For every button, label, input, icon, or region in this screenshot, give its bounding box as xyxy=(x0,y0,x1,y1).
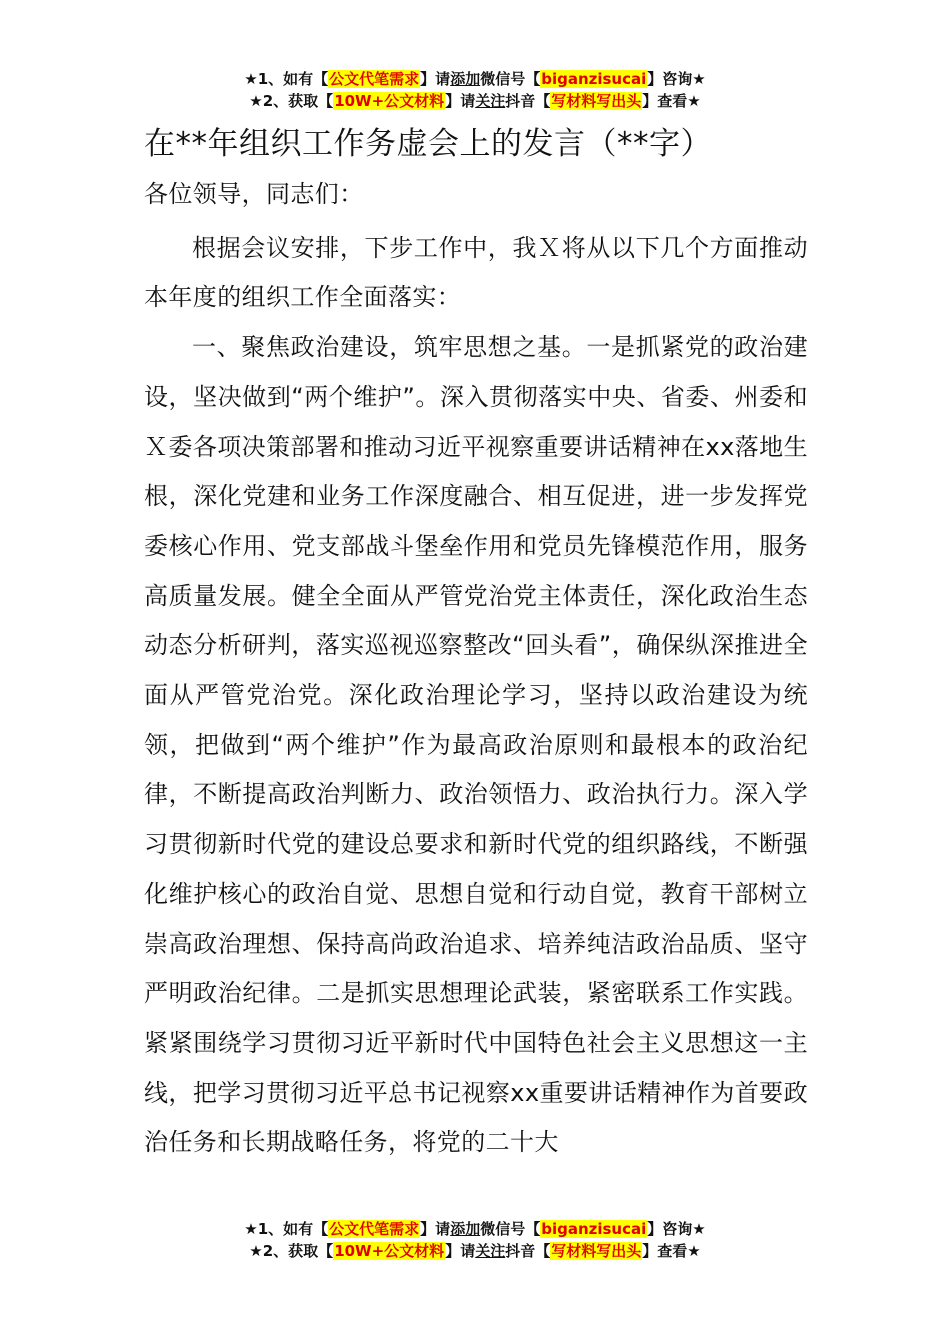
banner-text: 关注 xyxy=(475,92,506,110)
banner-line-2 xyxy=(0,90,950,112)
banner-text: 抖音【 xyxy=(505,1242,551,1260)
banner-text: 】请 xyxy=(445,92,476,110)
banner-text: 添加 xyxy=(450,70,481,88)
banner-text: 添加 xyxy=(450,1220,481,1238)
banner-text: 】咨询★ xyxy=(647,70,706,88)
banner-line-1 xyxy=(0,1218,950,1240)
paragraph: 一、聚焦政治建设，筑牢思想之基。一是抓紧党的政治建设，坚决做到“两个维护”。深入贯彻落实中央、省委、州委和Ｘ委各项决策部署和推动习近平视察重要讲话精神在xx落地生根，深化党建和业务工作深度融合、相互促进，进一步发挥党委核心作用、党支部战斗堡垒作用和党员先锋模范作用，服务高质量发展。健全全面从严管党治党主体责任，深化政治生态动态分析研判，落实巡视巡察整改“回头看”，确保纵深推进全面从严管党治党。深化政治理论学习，坚持以政治建设为统领，把做到“两个维护”作为最高政治原则和最根本的政治纪律，不断提高政治判断力、政治领悟力、政治执行力。深入学习贯彻新时代党的建设总要求和新时代党的组织路线，不断强化维护核心的政治自觉、思想自觉和行动自觉，教育干部树立崇高政治理想、保持高尚政治追求、培养纯洁政治品质、坚守严明政治纪律。二是抓实思想理论武装，紧密联系工作实践。紧紧围绕学习贯彻习近平新时代中国特色社会主义思想这一主线，把学习贯彻习近平总书记视察xx重要讲话精神作为首要政治任务和长期战略任务，将党的二十大 xyxy=(144,333,808,1157)
banner-text: 抖音【 xyxy=(505,92,551,110)
banner-highlight: 公文代笔需求 xyxy=(329,1220,420,1238)
banner-text: ★1、如有【 xyxy=(244,1220,329,1238)
banner-highlight: biganzisucai xyxy=(541,1220,647,1238)
top-banner xyxy=(0,68,950,112)
paragraph: 根据会议安排，下步工作中，我Ｘ将从以下几个方面推动本年度的组织工作全面落实： xyxy=(144,233,808,312)
banner-text: 】查看★ xyxy=(642,92,701,110)
banner-text: 】请 xyxy=(420,1220,451,1238)
banner-highlight: 写材料写出头 xyxy=(551,92,642,110)
banner-line-2 xyxy=(0,1240,950,1262)
banner-highlight: 10W+公文材料 xyxy=(334,1242,445,1260)
banner-text: ★1、如有【 xyxy=(244,70,329,88)
banner-line-1 xyxy=(0,68,950,90)
banner-highlight: 写材料写出头 xyxy=(551,1242,642,1260)
document-title: 在**年组织工作务虚会上的发言（**字） xyxy=(144,126,712,162)
banner-text: 微信号【 xyxy=(480,70,541,88)
banner-text: ★2、获取【 xyxy=(249,92,334,110)
banner-highlight: 10W+公文材料 xyxy=(334,92,445,110)
banner-text: 】请 xyxy=(445,1242,476,1260)
banner-text: ★2、获取【 xyxy=(249,1242,334,1260)
banner-highlight: biganzisucai xyxy=(541,70,647,88)
banner-text: 】咨询★ xyxy=(647,1220,706,1238)
banner-text: 微信号【 xyxy=(480,1220,541,1238)
banner-text: 】查看★ xyxy=(642,1242,701,1260)
greeting: 各位领导，同志们： xyxy=(144,180,364,208)
document-body xyxy=(144,122,808,1168)
bottom-banner xyxy=(0,1218,950,1262)
banner-text: 】请 xyxy=(420,70,451,88)
banner-text: 关注 xyxy=(475,1242,506,1260)
banner-highlight: 公文代笔需求 xyxy=(329,70,420,88)
